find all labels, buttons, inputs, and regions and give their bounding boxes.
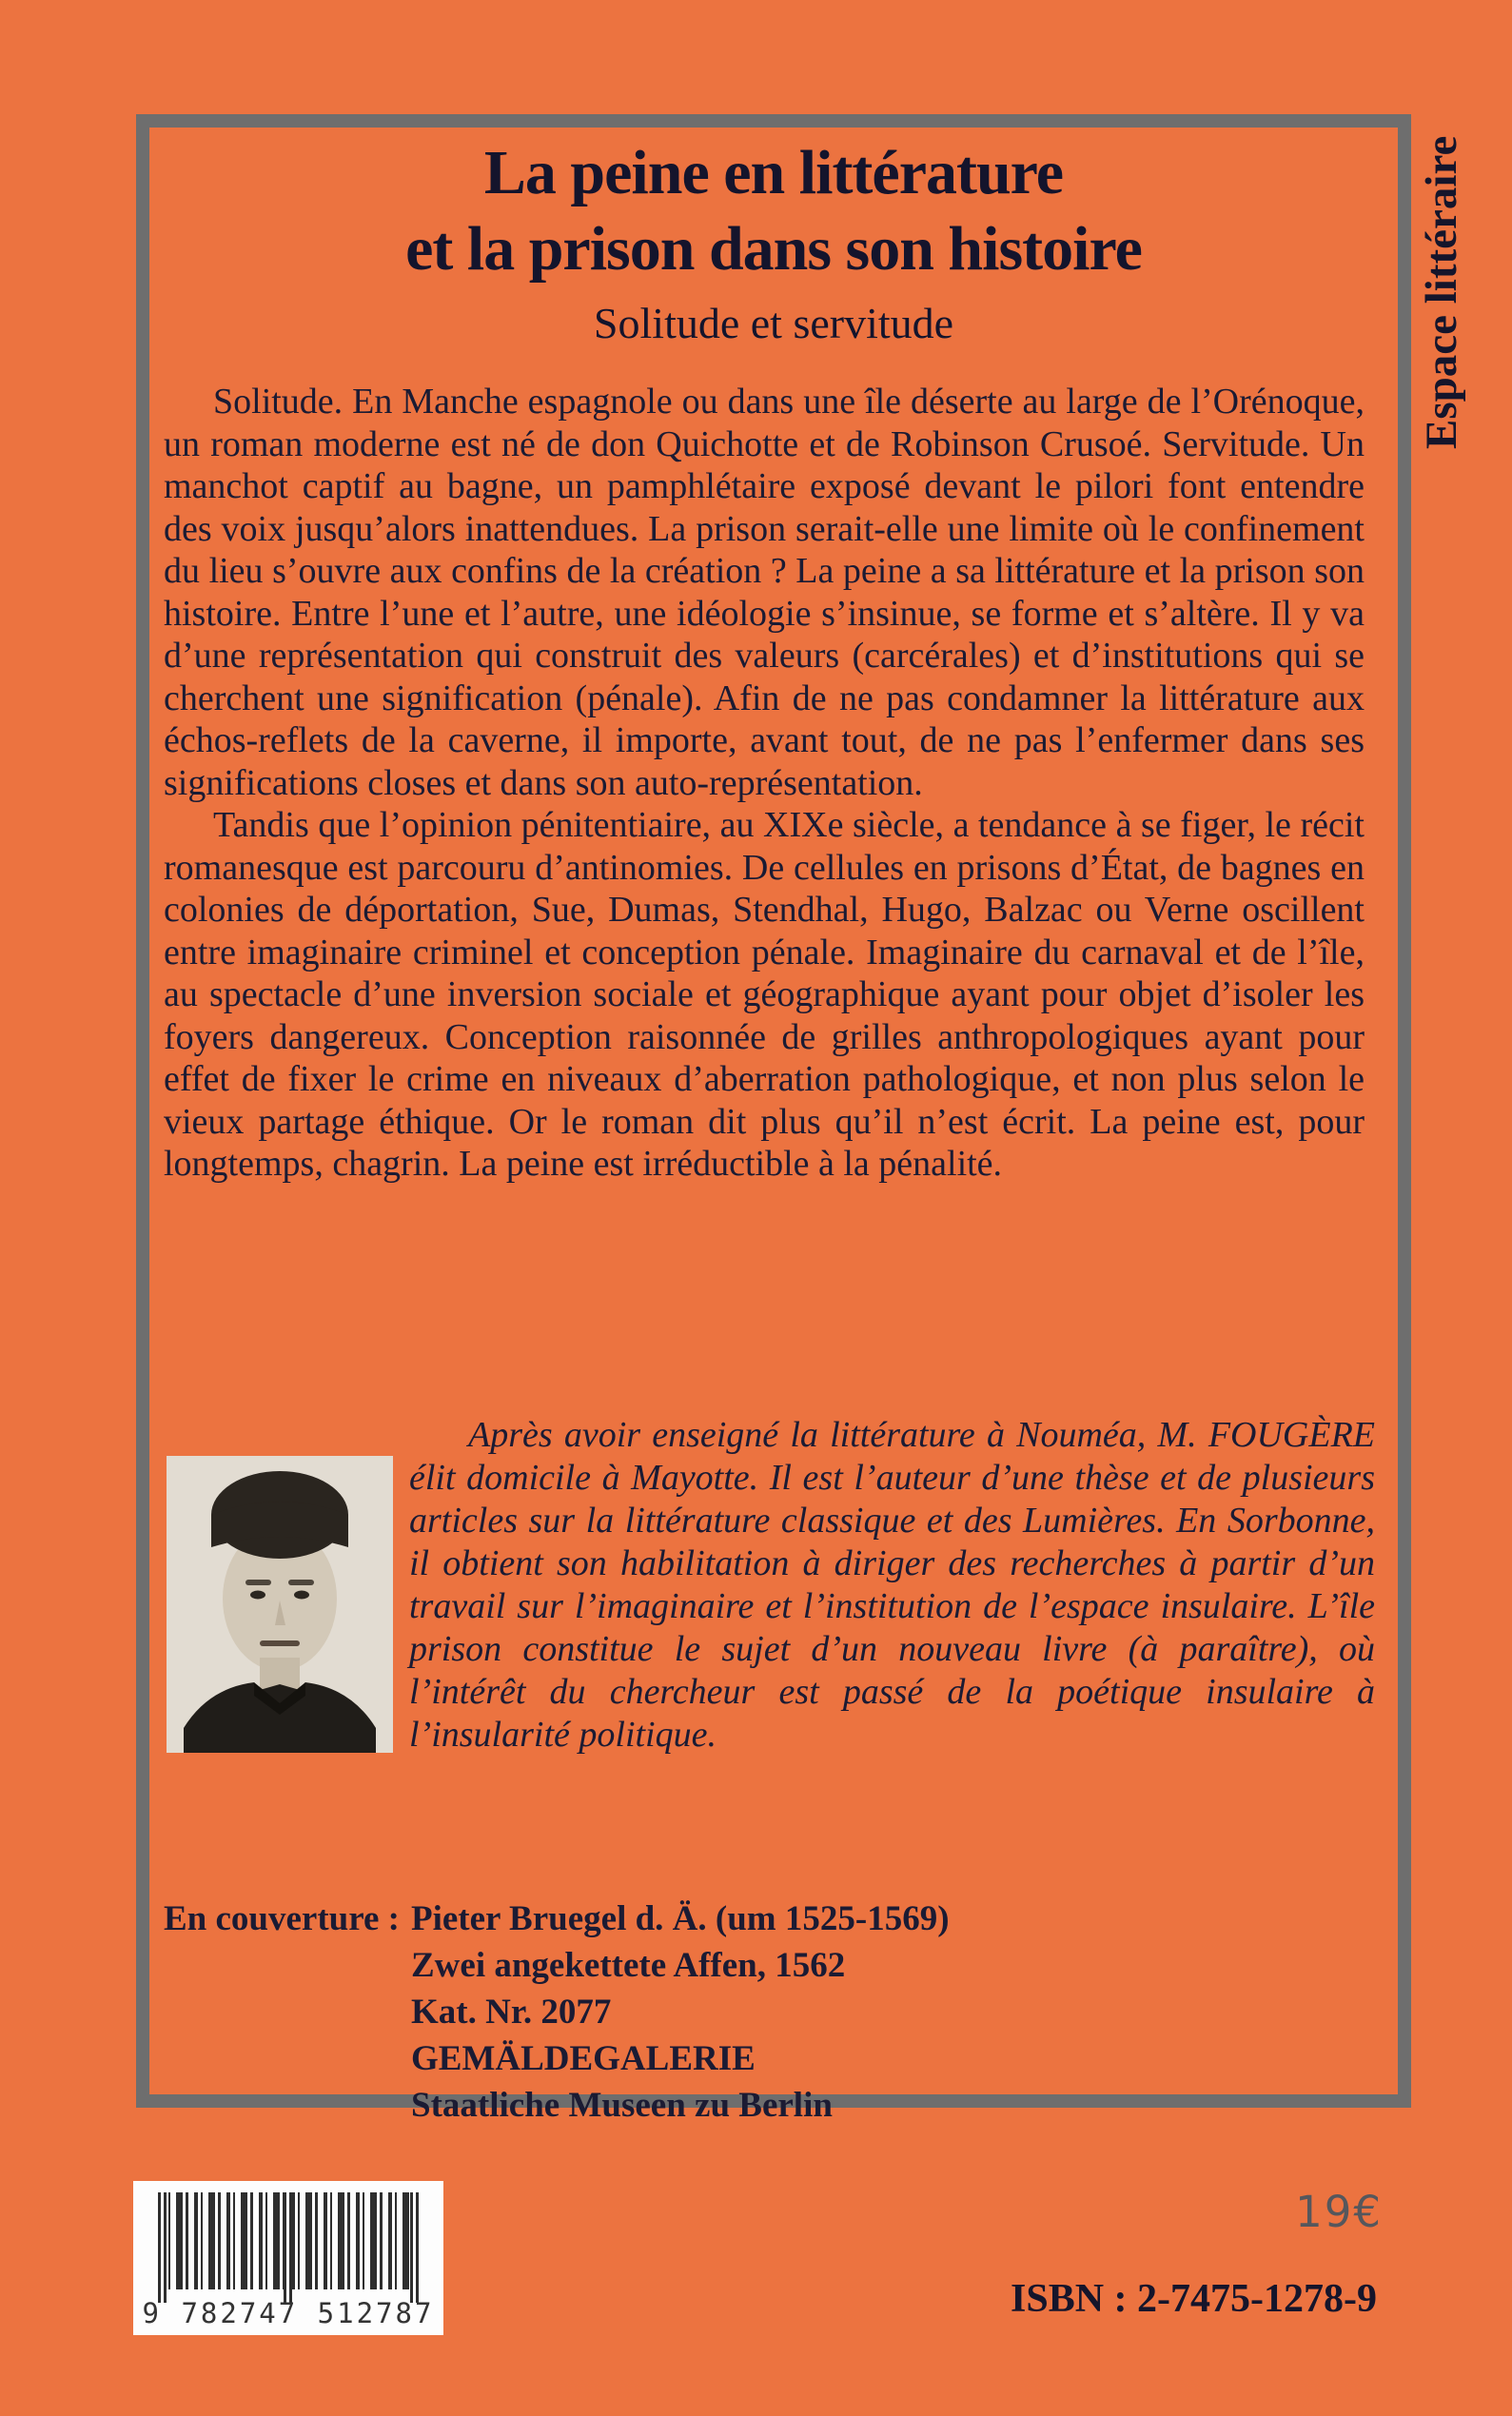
book-subtitle: Solitude et servitude xyxy=(593,299,954,347)
collection-label: Espace littéraire xyxy=(1417,135,1466,449)
author-photo xyxy=(167,1456,393,1753)
cover-credit-line: Staatliche Museen zu Berlin xyxy=(411,2086,833,2125)
book-title-line-1: La peine en littérature xyxy=(483,138,1064,207)
price: 19€ xyxy=(1295,2187,1383,2237)
barcode-guard-middle xyxy=(284,2192,292,2303)
author-bio: Après avoir enseigné la littérature à Nouméa, M. FOUGÈRE élit domicile à Mayotte. Il est l’auteur d’une thèse et de plusieurs articles sur la littérature classique et des Lumières. En Sorbonne, il obtient son habilitation à diriger des recherches à partir d’un travail sur l’imaginaire et l’institution de l’espace insulaire. L’île prison constitue le sujet d’un nouveau livre (à paraître), où l’intérêt du chercheur est passé de la poétique insulaire à l’insularité politique. xyxy=(409,1415,1375,1755)
cover-credit-line: Kat. Nr. 2077 xyxy=(411,1993,612,2032)
synopsis-paragraph-1: Solitude. En Manche espagnole ou dans une île déserte au large de l’Orénoque, un roman moderne est né de don Quichotte et de Robinson Crusoé. Servitude. Un manchot captif au bagne, un pamphlétaire exposé devant le pilori font entendre des voix jusqu’alors inattendues. La prison serait-elle une limite où le confinement du lieu s’ouvre aux confins de la création ? La peine a sa littérature et la prison son histoire. Entre l’une et l’autre, une idéologie s’insinue, se forme et s’altère. Il y va d’une représentation qui construit des valeurs (carcérales) et d’institutions qui se cherchent une signification (pénale). Afin de ne pas condamner la littérature aux échos-reflets de la caverne, il importe, avant tout, de ne pas l’enfermer dans ses significations closes et dans son auto-représentation. xyxy=(164,382,1365,803)
cover-credit-lines xyxy=(411,1895,950,2129)
cover-credit-label: En couverture : xyxy=(164,1899,400,1938)
synopsis-paragraph-2: Tandis que l’opinion pénitentiaire, au XIXe siècle, a tendance à se figer, le récit romanesque est parcouru d’antinomies. De cellules en prisons d’État, de bagnes en colonies de déportation, Sue, Dumas, Stendhal, Hugo, Balzac ou Verne oscillent entre imaginaire criminel et conception pénale. Imaginaire du carnaval et de l’île, au spectacle d’une inversion sociale et géographique ayant pour objet d’isoler les foyers dangereux. Conception raisonnée de grilles anthropologiques ayant pour effet de fixer le crime en niveaux d’aberration pathologique, et non plus selon le vieux partage éthique. Or le roman dit plus qu’il n’est écrit. La peine est, pour longtemps, chagrin. La peine est irréductible à la pénalité. xyxy=(164,805,1365,1184)
barcode-guard-left xyxy=(158,2192,167,2303)
isbn: ISBN : 2-7475-1278-9 xyxy=(1011,2277,1377,2321)
book-title-line-2: et la prison dans son histoire xyxy=(405,214,1142,284)
cover-credit-line: GEMÄLDEGALERIE xyxy=(411,2039,756,2078)
synopsis xyxy=(164,381,1365,1186)
cover-credit-line: Pieter Bruegel d. Ä. (um 1525-1569) xyxy=(411,1899,950,1938)
barcode-digits: 9 782747 512787 xyxy=(142,2297,435,2329)
title-block xyxy=(149,135,1398,350)
cover-credit xyxy=(164,1895,950,2129)
cover-credit-line: Zwei angekettete Affen, 1562 xyxy=(411,1946,846,1985)
barcode xyxy=(133,2181,443,2335)
barcode-guard-right xyxy=(410,2192,419,2303)
